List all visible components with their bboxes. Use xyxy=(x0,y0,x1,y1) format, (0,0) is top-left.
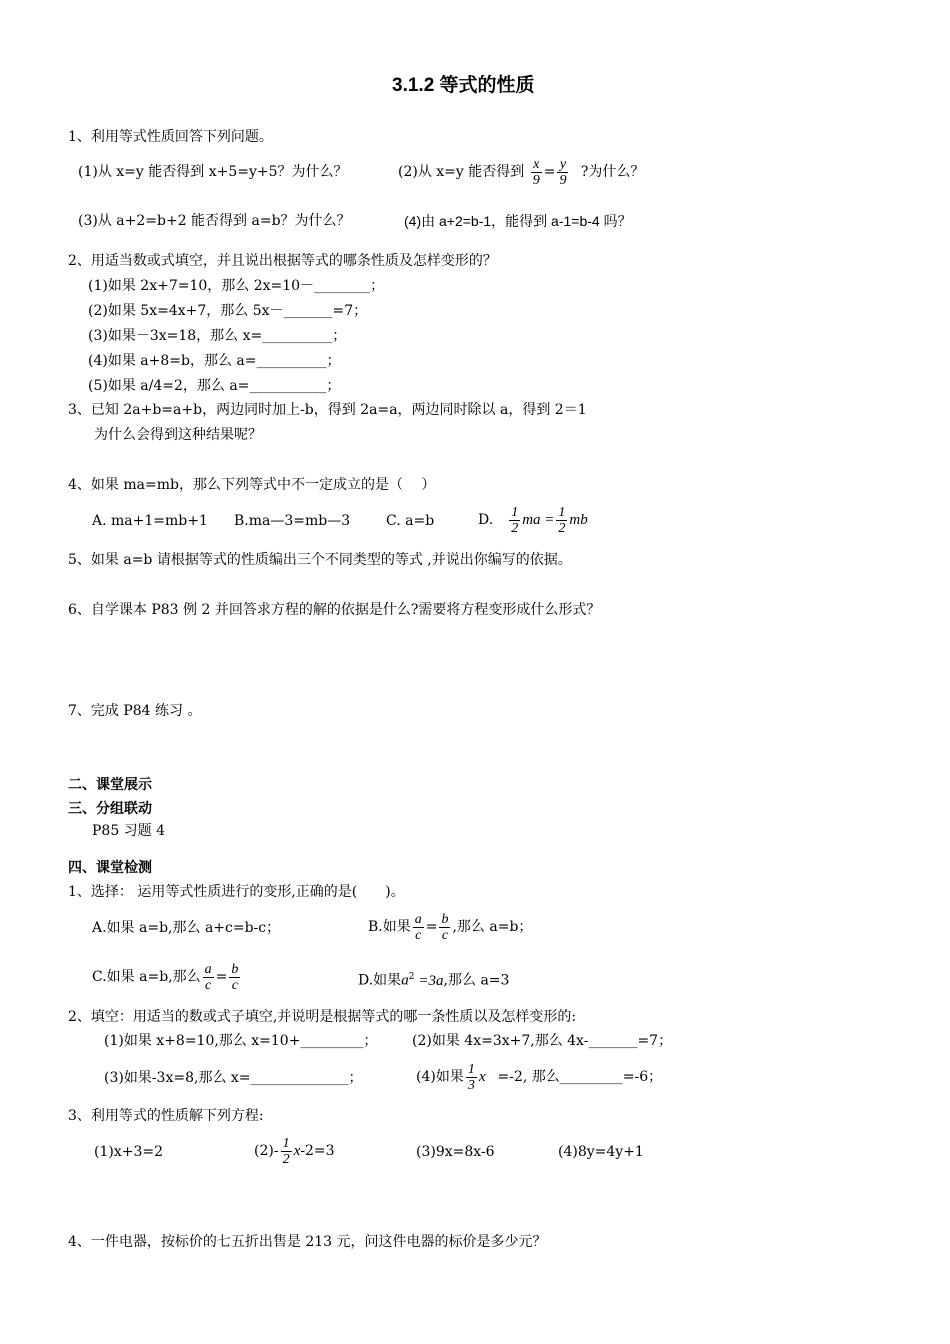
test-q1-option-b: B.如果 $\frac{a}{c}$ = $\frac{b}{c}$ ,那么 a=b； xyxy=(368,911,533,943)
q2-item-1: (1)如果 2x+7=10，那么 2x=10－________； xyxy=(88,278,385,294)
q2-heading: 2、用适当数或式填空，并且说出根据等式的哪条性质及怎样变形的？ xyxy=(68,253,497,269)
test-q3-item-1: (1)x+3=2 xyxy=(94,1144,164,1160)
fraction-one-third: $\frac{1}{3}$ xyxy=(467,1061,475,1093)
q6-text: 6、自学课本 P83 例 2 并回答求方程的解的依据是什么?需要将方程变形成什么形式？ xyxy=(68,602,601,618)
group-work-item: P85 习题 4 xyxy=(92,823,166,839)
fraction-y-over-9: $\frac{y}{9}$ xyxy=(559,156,567,188)
q1-item-2: (2)从 x=y 能否得到 $\frac{x}{9}$ = $\frac{y}{9}$ ?为什么？ xyxy=(398,156,645,188)
test-q3-item-2: (2)- $\frac{1}{2}$ x-2=3 xyxy=(254,1135,335,1167)
q2-item-2: (2)如果 5x=4x+7，那么 5x－_______=7； xyxy=(88,303,368,319)
test-q4-text: 4、一件电器，按标价的七五折出售是 213 元，问这件电器的标价是多少元？ xyxy=(68,1234,547,1250)
q2-item-4: (4)如果 a+8=b，那么 a=__________； xyxy=(88,353,341,369)
test-q2-item-3: (3)如果-3x=8,那么 x=______________； xyxy=(104,1070,363,1086)
q1-item-2-prefix: (2)从 x=y 能否得到 xyxy=(398,164,525,180)
test-q1-option-d: D.如果$a^2 =3a$,那么 a=3 xyxy=(358,972,510,989)
q7-text: 7、完成 P84 练习 。 xyxy=(68,703,202,719)
test-q3-item-4: (4)8y=4y+1 xyxy=(558,1144,644,1160)
fraction-one-half: $\frac{1}{2}$ xyxy=(282,1135,290,1167)
q4-option-a: A. ma+1=mb+1 xyxy=(92,513,208,529)
section-group-work: 三、分组联动 xyxy=(68,801,152,817)
q4-option-b: B.ma—3=mb—3 xyxy=(234,513,351,529)
q2-item-3: (3)如果－3x=18，那么 x=__________； xyxy=(88,328,347,344)
fraction-one-half: $\frac{1}{2}$ xyxy=(511,504,519,536)
q5-text: 5、如果 a=b 请根据等式的性质编出三个不同类型的等式 ,并说出你编写的依据。 xyxy=(68,552,572,568)
q1-item-2-suffix: ?为什么？ xyxy=(580,164,645,180)
fraction-b-over-c: $\frac{b}{c}$ xyxy=(231,961,239,993)
q1-item-1: (1)从 x=y 能否得到 x+5=y+5？为什么？ xyxy=(78,164,348,180)
q1-item-4: (4)由 a+2=b-1，能得到 a-1=b-4 吗？ xyxy=(404,213,632,229)
q1-heading: 1、利用等式性质回答下列问题。 xyxy=(68,129,273,145)
fraction-b-over-c: $\frac{b}{c}$ xyxy=(441,911,449,943)
test-q1-heading: 1、选择： 运用等式性质进行的变形,正确的是( )。 xyxy=(68,884,405,900)
test-q2-item-1: (1)如果 x+8=10,那么 x=10+_________； xyxy=(104,1033,378,1049)
q4-option-d: D. $\frac{1}{2}$ ma = $\frac{1}{2}$ mb xyxy=(478,504,588,536)
test-q1-option-a: A.如果 a=b,那么 a+c=b-c； xyxy=(92,920,281,936)
section-class-test: 四、课堂检测 xyxy=(68,860,152,876)
test-q2-item-4: (4)如果 $\frac{1}{3}$ x =-2, 那么_________=-6； xyxy=(416,1061,663,1093)
fraction-x-over-9: $\frac{x}{9}$ xyxy=(532,156,540,188)
page-title: 3.1.2 等式的性质 xyxy=(392,75,535,96)
test-q3-item-3: (3)9x=8x-6 xyxy=(416,1144,495,1160)
q2-item-5: (5)如果 a/4=2，那么 a=___________； xyxy=(88,378,341,394)
q3-line-2: 为什么会得到这种结果呢？ xyxy=(94,427,262,443)
fraction-a-over-c: $\frac{a}{c}$ xyxy=(204,961,212,993)
q4-option-c: C. a=b xyxy=(386,513,435,529)
test-q2-item-2: (2)如果 4x=3x+7,那么 4x-_______=7； xyxy=(412,1033,673,1049)
q1-item-3: (3)从 a+2=b+2 能否得到 a=b？为什么？ xyxy=(78,213,351,229)
q3-line-1: 3、已知 2a+b=a+b，两边同时加上-b，得到 2a=a，两边同时除以 a，得到 2＝1 xyxy=(68,402,587,418)
test-q3-heading: 3、利用等式的性质解下列方程: xyxy=(68,1108,264,1124)
q4-heading: 4、如果 ma=mb，那么下列等式中不一定成立的是（ ） xyxy=(68,477,436,493)
section-class-display: 二、课堂展示 xyxy=(68,777,152,793)
fraction-a-over-c: $\frac{a}{c}$ xyxy=(414,911,422,943)
fraction-one-half: $\frac{1}{2}$ xyxy=(558,504,566,536)
test-q1-option-c: C.如果 a=b,那么 $\frac{a}{c}$ = $\frac{b}{c}$ xyxy=(92,961,239,993)
test-q2-heading: 2、填空：用适当的数或式子填空,并说明是根据等式的哪一条性质以及怎样变形的: xyxy=(68,1009,577,1025)
